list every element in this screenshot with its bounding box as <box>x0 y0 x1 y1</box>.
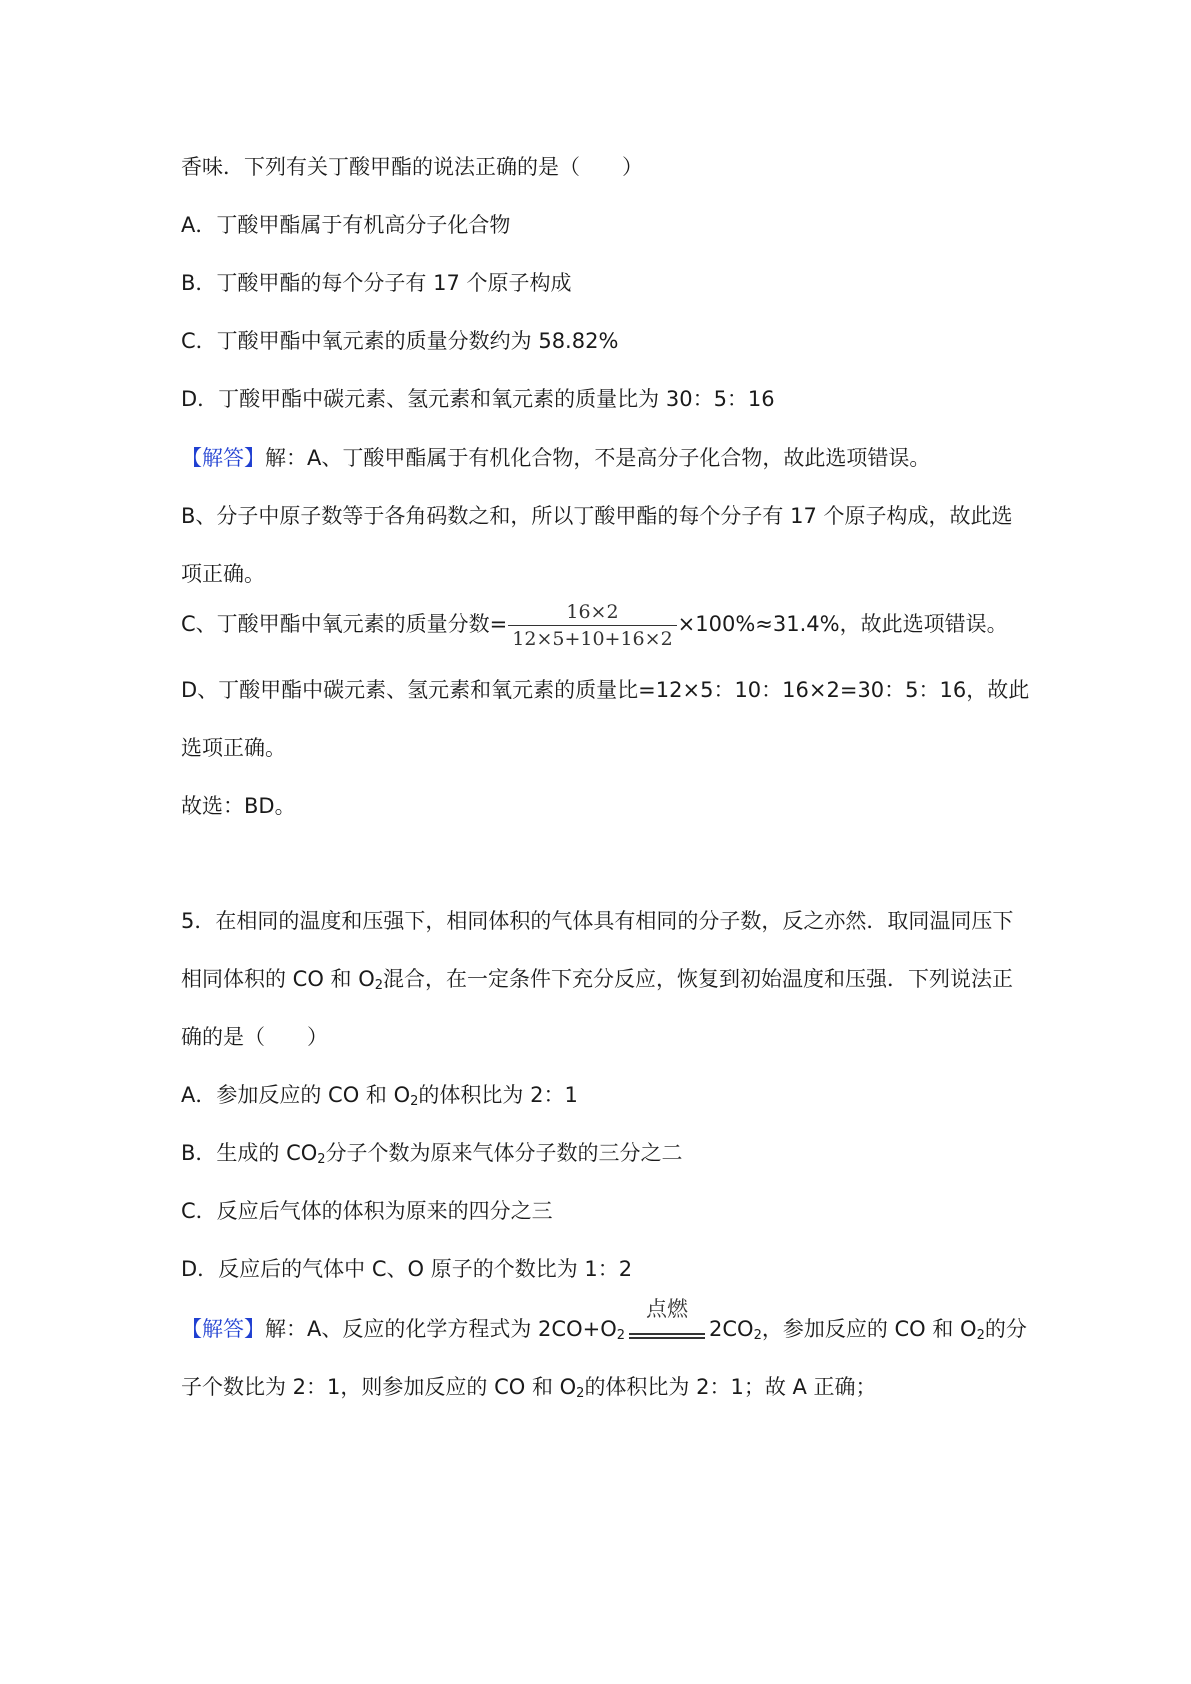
condition-label: 点燃 <box>646 1297 688 1321</box>
q4-option-c: C．丁酸甲酯中氧元素的质量分数约为 58.82% <box>181 329 619 353</box>
q5-option-a <box>181 1080 578 1110</box>
opt-a-part1: A．参加反应的 CO 和 O <box>181 1083 411 1107</box>
ans1-part4: 的分 <box>984 1317 1027 1341</box>
q4-choice: 故选：BD。 <box>181 794 296 818</box>
q5-stem-line2 <box>181 964 1013 994</box>
fraction-numerator: 16×2 <box>508 600 676 626</box>
opt-a-part2: 的体积比为 2：1 <box>418 1083 578 1107</box>
q5-answer-line2 <box>181 1372 877 1402</box>
q4-answer-a <box>181 443 930 473</box>
equals-bar-bottom <box>629 1337 705 1339</box>
opt-b-part1: B．生成的 CO <box>181 1141 318 1165</box>
q5-answer-line1 <box>181 1297 1027 1344</box>
subscript: 2 <box>616 1328 625 1343</box>
answer-c-suffix: ×100%≈31.4%，故此选项错误。 <box>677 612 1008 636</box>
q4-answer-d-line1: D、丁酸甲酯中碳元素、氢元素和氧元素的质量比=12×5：10：16×2=30：5：16，故此 <box>181 678 1030 702</box>
answer-tag: 【解答】 <box>181 1317 265 1341</box>
ans1-part3: ，参加反应的 CO 和 O <box>761 1317 977 1341</box>
q4-option-a: A．丁酸甲酯属于有机高分子化合物 <box>181 213 511 237</box>
subscript: 2 <box>317 1152 326 1167</box>
subscript: 2 <box>410 1094 419 1109</box>
q4-option-d: D．丁酸甲酯中碳元素、氢元素和氧元素的质量比为 30：5：16 <box>181 387 775 411</box>
reaction-condition-arrow <box>627 1297 707 1344</box>
ans1-part2: 2CO <box>709 1317 754 1341</box>
q5-option-b <box>181 1138 683 1168</box>
mass-fraction <box>508 600 676 651</box>
fraction-denominator: 12×5+10+16×2 <box>512 627 673 650</box>
equals-bar-top <box>629 1333 705 1335</box>
q4-answer-d-line2: 选项正确。 <box>181 736 286 760</box>
subscript: 2 <box>576 1386 585 1401</box>
subscript: 2 <box>976 1328 985 1343</box>
q5-stem-line3: 确的是（ ） <box>181 1025 328 1049</box>
q4-answer-b-line2: 项正确。 <box>181 562 265 586</box>
answer-tag: 【解答】 <box>181 446 265 470</box>
q4-answer-c <box>181 597 1008 651</box>
ans1-part1: 解：A、反应的化学方程式为 2CO+O <box>265 1317 617 1341</box>
subscript: 2 <box>753 1328 762 1343</box>
q5-option-d: D．反应后的气体中 C、O 原子的个数比为 1：2 <box>181 1257 633 1281</box>
q4-option-b: B．丁酸甲酯的每个分子有 17 个原子构成 <box>181 271 572 295</box>
answer-c-prefix: C、丁酸甲酯中氧元素的质量分数= <box>181 612 508 636</box>
q4-answer-b-line1: B、分子中原子数等于各角码数之和，所以丁酸甲酯的每个分子有 17 个原子构成，故此选 <box>181 504 1013 528</box>
q5-stem-line1: 5．在相同的温度和压强下，相同体积的气体具有相同的分子数，反之亦然．取同温同压下 <box>181 909 1014 933</box>
subscript: 2 <box>374 978 384 993</box>
answer-a-text: 解：A、丁酸甲酯属于有机化合物，不是高分子化合物，故此选项错误。 <box>265 446 931 470</box>
opt-b-part2: 分子个数为原来气体分子数的三分之二 <box>325 1141 683 1165</box>
ans2-part2: 的体积比为 2：1；故 A 正确； <box>584 1375 877 1399</box>
q5-option-c: C．反应后气体的体积为原来的四分之三 <box>181 1199 553 1223</box>
stem2-part1: 相同体积的 CO 和 O <box>181 967 375 991</box>
stem2-part2: 混合，在一定条件下充分反应，恢复到初始温度和压强．下列说法正 <box>383 967 1014 991</box>
ans2-part1: 子个数比为 2：1，则参加反应的 CO 和 O <box>181 1375 577 1399</box>
q4-stem-end: 香味．下列有关丁酸甲酯的说法正确的是（ ） <box>181 155 643 179</box>
